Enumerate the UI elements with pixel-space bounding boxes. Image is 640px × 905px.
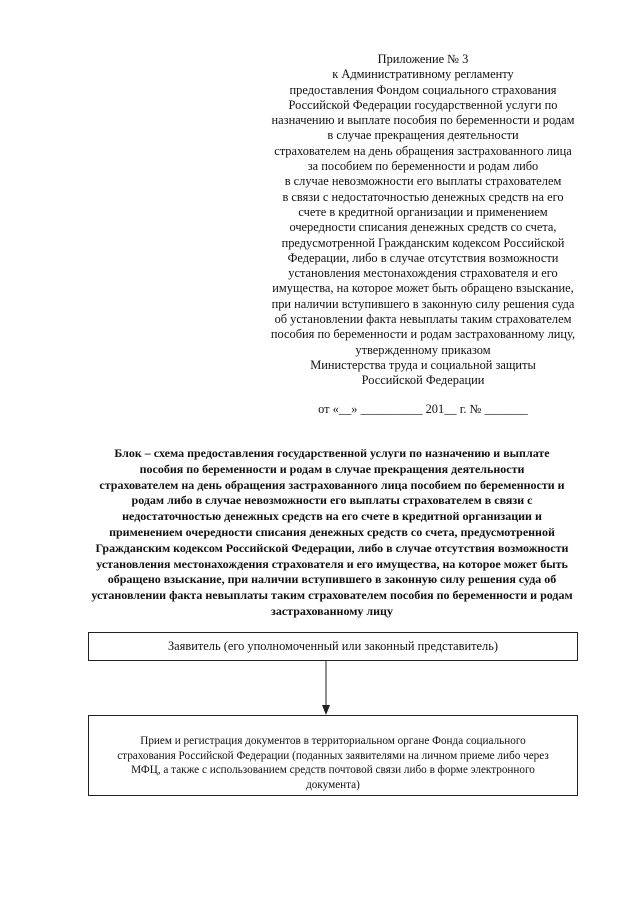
flow-step-text-line: МФЦ, а также с использованием средств почтовой связи либо в форме электронного [131, 764, 535, 777]
appendix-header-line: пособия по беременности и родам застрахованному лицу, [270, 327, 576, 342]
document-title-line: установления местонахождения страхователя и его имущества, на которое может быть [96, 556, 568, 571]
appendix-header-line: страхователем на день обращения застрахованного лица [274, 143, 572, 158]
appendix-header-line: к Административному регламенту [332, 67, 514, 82]
appendix-header-line: в связи с недостаточностью денежных средств на его [282, 189, 564, 204]
flow-step-document-registration [88, 715, 578, 796]
document-title-line: обращено взыскание, при наличии вступившего в законную силу решения суда об [107, 572, 557, 587]
document-title-line: застрахованному лицу [271, 603, 393, 618]
appendix-header-line: в случае невозможности его выплаты страхователем [284, 174, 562, 189]
document-title-line: Гражданским кодексом Российской Федерации, либо в случае отсутствия возможности [95, 540, 569, 555]
flow-step-applicant: Заявитель (его уполномоченный или законный представитель) [88, 632, 578, 661]
appendix-header-line: Федерации, либо в случае отсутствия возможности [287, 250, 559, 265]
appendix-header-line: предусмотренной Гражданским кодексом Российской [281, 235, 565, 250]
document-title-line: пособия по беременности и родам в случае прекращения деятельности [139, 461, 525, 476]
appendix-header-line: Министерства труда и социальной защиты [310, 357, 536, 372]
appendix-header-line: утвержденному приказом [355, 342, 491, 357]
appendix-header [248, 52, 598, 389]
appendix-header-line: имущества, на которое может быть обращено взыскание, [272, 281, 574, 296]
document-title-line: применением очередности списания денежных средств со счета, предусмотренной [109, 524, 555, 539]
order-date-line: от «__» __________ 201__ г. № _______ [318, 402, 528, 416]
appendix-header-line: при наличии вступившего в законную силу решения суда [271, 296, 575, 311]
flow-step-text-line: Прием и регистрация документов в территориальном органе Фонда социального [140, 735, 526, 747]
appendix-header-line: назначению и выплате пособия по беременности и родам [271, 113, 575, 128]
appendix-header-line: Российской Федерации [361, 373, 485, 388]
document-title-line: установлении факта невыплаты таким страхователем пособия по беременности и родам [91, 588, 573, 603]
appendix-header-line: Приложение № 3 [377, 52, 469, 66]
appendix-header-line: счете в кредитной организации и применением [298, 204, 548, 219]
document-title-line: недостаточностью денежных средств на его счете в кредитной организации и [122, 509, 542, 524]
appendix-header-line: предоставления Фондом социального страхования [289, 82, 557, 97]
appendix-header-line: об установлении факта невыплаты таким страхователем [274, 312, 572, 327]
appendix-header-line: очередности списания денежных средств со счета, [289, 220, 557, 235]
document-title-line: страхователем на день обращения застрахованного лица пособием по беременности и [99, 477, 565, 492]
flow-step-text-line: страхования Российской Федерации (поданных заявителями на личном приеме либо через [117, 749, 549, 762]
flow-arrow [316, 660, 336, 716]
appendix-header-line: Российской Федерации государственной услуги по [288, 97, 558, 112]
document-title-line: Блок – схема предоставления государственной услуги по назначению и выплате [114, 446, 550, 460]
document-title-line: родам либо в случае невозможности его выплаты страхователем в связи с [131, 493, 533, 508]
appendix-header-line: за пособием по беременности и родам либо [307, 159, 539, 174]
appendix-header-line: установления местонахождения страхователя и его [288, 266, 558, 281]
document-title [72, 446, 592, 620]
flow-step-text-line: документа) [306, 778, 360, 791]
appendix-header-line: в случае прекращения деятельности [327, 128, 519, 143]
